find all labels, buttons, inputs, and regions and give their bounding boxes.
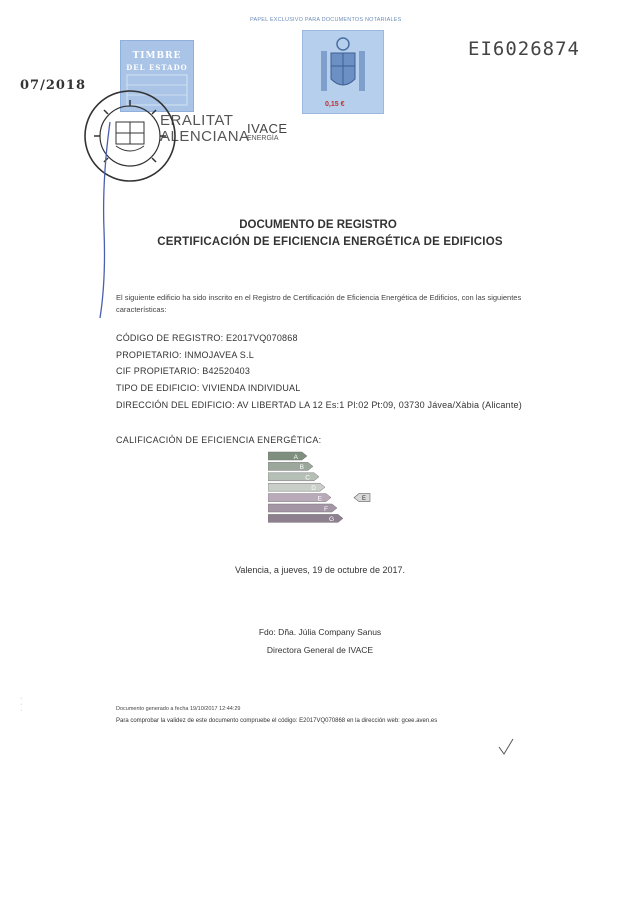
energy-class-label-c: C (305, 474, 310, 482)
energy-class-label-d: D (311, 485, 316, 492)
energy-class-label-f: F (324, 505, 328, 513)
ivace-logo-name: IVACE (247, 121, 288, 136)
energy-class-label-a: A (293, 453, 298, 461)
coat-of-arms-stamp (302, 30, 384, 114)
field-building-type: TIPO DE EDIFICIO: VIVIENDA INDIVIDUAL (116, 383, 301, 393)
energy-class-bar-a (268, 452, 307, 460)
energy-class-label-b: B (299, 464, 304, 472)
signer-name: Fdo: Dña. Júlia Company Sanus (258, 627, 382, 637)
document-serial-number: EI6026874 (468, 38, 580, 60)
energy-class-bar-b (268, 462, 313, 470)
margin-dots-icon: · · · (20, 695, 23, 714)
energy-class-label-e: E (317, 495, 322, 503)
energy-rating-label: CALIFICACIÓN DE EFICIENCIA ENERGÉTICA: (116, 435, 322, 445)
stamp-price: 0,15 € (325, 101, 345, 108)
document-subtitle: CERTIFICACIÓN DE EFICIENCIA ENERGÉTICA DE EDIFICIOS (157, 236, 503, 248)
folio-number: 07/2018 (20, 78, 87, 93)
ivace-logo (247, 121, 288, 142)
signer-role: Directora General de IVACE (266, 645, 374, 655)
coat-of-arms-icon (313, 35, 373, 99)
notarial-paper-band: PAPEL EXCLUSIVO PARA DOCUMENTOS NOTARIALES (250, 17, 402, 23)
verification-note: Para comprobar la validez de este documento compruebe el código: E2017VQ070868 en la dirección web: gcee.aven.es (116, 718, 438, 724)
timbre-line1: TIMBRE (132, 51, 182, 61)
intro-paragraph: El siguiente edificio ha sido inscrito en el Registro de Certificación de Eficiencia Energética de Edificios, con las siguientes características: (116, 293, 522, 314)
field-owner-cif: CIF PROPIETARIO: B42520403 (116, 366, 251, 376)
energy-rating-marker-label: E (361, 496, 367, 503)
date-line: Valencia, a jueves, 19 de octubre de 2017. (235, 565, 405, 575)
timbre-line2: DEL ESTADO (126, 63, 188, 72)
field-registry-code: CÓDIGO DE REGISTRO: E2017VQ070868 (116, 333, 298, 343)
ivace-logo-sub: ENERGÍA (247, 135, 279, 142)
energy-class-bar-d (268, 483, 325, 491)
energy-class-bar-c (268, 473, 319, 481)
energy-class-label-g: G (328, 516, 334, 524)
gva-logo-line1: ERALITAT (160, 112, 234, 129)
check-mark-icon (496, 737, 516, 757)
document-title: DOCUMENTO DE REGISTRO (239, 219, 397, 231)
field-owner: PROPIETARIO: INMOJAVEA S.L (116, 350, 254, 360)
gva-logo-line2: ALENCIANA (160, 128, 250, 145)
energy-rating-scale (268, 450, 378, 526)
field-building-address: DIRECCIÓN DEL EDIFICIO: AV LIBERTAD LA 12 Es:1 Pl:02 Pt:09, 03730 Jávea/Xàbia (Alicante) (116, 400, 522, 410)
generated-timestamp: Documento generado a fecha 19/10/2017 12:44:29 (116, 706, 241, 712)
